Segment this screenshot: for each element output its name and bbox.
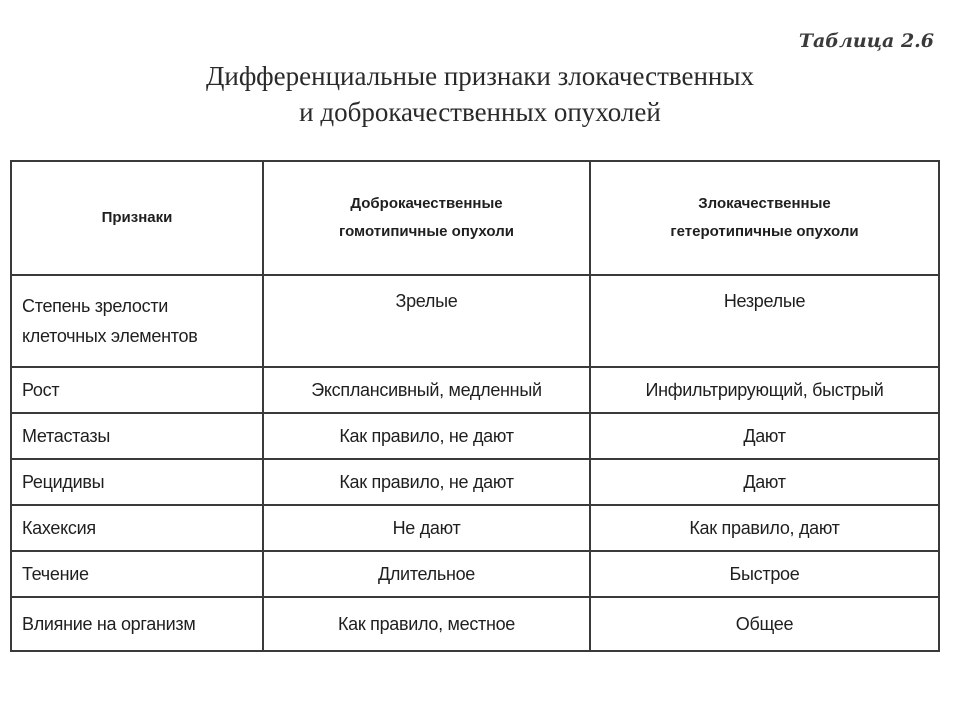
- header-malignant-line-2: гетеротипичные опухоли: [670, 223, 859, 240]
- header-features: [11, 161, 263, 275]
- table-row: [11, 459, 939, 505]
- table-row: [11, 413, 939, 459]
- malignant-cell: Незрелые: [590, 275, 939, 367]
- feature-cell: Влияние на организм: [11, 597, 263, 651]
- feature-cell: Течение: [11, 551, 263, 597]
- malignant-cell: Дают: [590, 413, 939, 459]
- table-row: [11, 367, 939, 413]
- table-row: [11, 597, 939, 651]
- table-row: [11, 551, 939, 597]
- benign-cell: Длительное: [263, 551, 590, 597]
- table-number-label: Таблица 2.6: [798, 30, 934, 52]
- feature-cell: Метастазы: [11, 413, 263, 459]
- feature-cell: Рецидивы: [11, 459, 263, 505]
- feature-line-1: Степень зрелости: [22, 296, 169, 316]
- header-benign: [263, 161, 590, 275]
- title-line-2: и доброкачественных опухолей: [299, 97, 661, 127]
- header-malignant-line-1: Злокачественные: [698, 195, 831, 212]
- table-title: [0, 58, 960, 130]
- malignant-cell: Быстрое: [590, 551, 939, 597]
- feature-cell: Кахексия: [11, 505, 263, 551]
- comparison-table: [10, 160, 940, 652]
- benign-cell: Эксплансивный, медленный: [263, 367, 590, 413]
- benign-cell: Как правило, не дают: [263, 413, 590, 459]
- benign-cell: Не дают: [263, 505, 590, 551]
- feature-cell: Рост: [11, 367, 263, 413]
- header-malignant: [590, 161, 939, 275]
- benign-cell: Зрелые: [263, 275, 590, 367]
- benign-cell: Как правило, местное: [263, 597, 590, 651]
- header-features-line-1: Признаки: [101, 209, 173, 226]
- malignant-cell: Как правило, дают: [590, 505, 939, 551]
- malignant-cell: Дают: [590, 459, 939, 505]
- malignant-cell: Инфильтрирующий, быстрый: [590, 367, 939, 413]
- header-benign-line-2: гомотипичные опухоли: [339, 223, 514, 240]
- benign-cell: Как правило, не дают: [263, 459, 590, 505]
- feature-cell: [11, 275, 263, 367]
- header-benign-line-1: Доброкачественные: [350, 195, 503, 212]
- title-line-1: Дифференциальные признаки злокачественных: [205, 61, 755, 91]
- table-header-row: [11, 161, 939, 275]
- table-row: [11, 505, 939, 551]
- malignant-cell: Общее: [590, 597, 939, 651]
- feature-line-2: клеточных элементов: [22, 326, 198, 346]
- table-row: [11, 275, 939, 367]
